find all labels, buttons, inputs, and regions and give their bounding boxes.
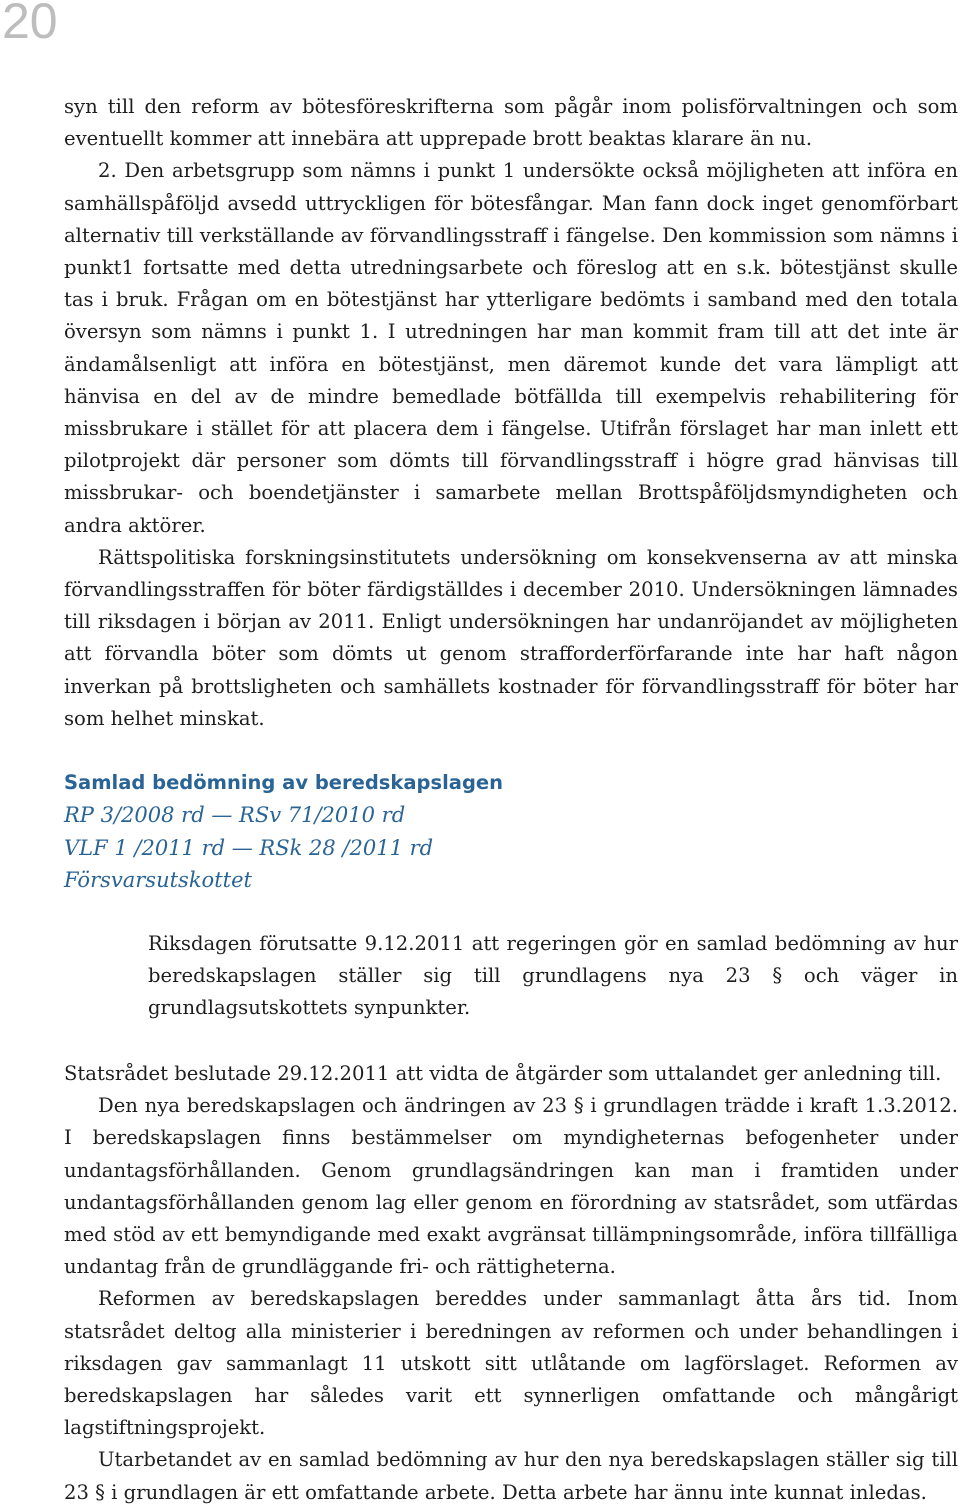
section-reference-2: VLF 1 /2011 rd — RSk 28 /2011 rd (64, 835, 434, 860)
section-heading (64, 767, 944, 897)
paragraph: Rättspolitiska forskningsinstitutets undersökning om konsekvenserna av att minska förvandlingsstraffen för böter färdigställdes i december 2010. Undersökningen lämnades till riksdagen i början av 2011. Enligt undersökningen har undanröjandet av möjligheten att förvandla böter som dömts ut genom strafforderförfarande inte har haft någon inverkan på brottsligheten och samhällets kostnader för förvandlingsstraff för böter har som helhet minskat. (64, 545, 958, 730)
paragraph: 2. Den arbetsgrupp som nämns i punkt 1 undersökte också möjligheten att införa en samhällspåföljd avsedd uttryckligen för bötesfångar. Man fann dock inget genomförbart alternativ till verkställande av förvandlingsstraff i fängelse. Den kommission som nämns i punkt1 fortsatte med detta utredningsarbete och föreslog att en s.k. bötestjänst skulle tas i bruk. Frågan om en bötestjänst har ytterligare bedömts i samband med den totala översyn som nämns i punkt 1. I utredningen har man kommit fram till att det inte är ändamålsenligt att införa en bötestjänst, men däremot kunde det vara lämpligt att hänvisa en del av de mindre bemedlade bötfällda till exempelvis rehabilitering för missbrukare i stället för att placera dem i fängelse. Utifrån förslaget har man inlett ett pilotprojekt där personer som dömts till förvandlingsstraff i högre grad hänvisas till missbrukar- och boendetjänster i samarbete mellan Brottspåföljdsmyndigheten och andra aktörer. (64, 159, 958, 537)
paragraph: syn till den reform av bötesföreskrifterna som pågår inom polisförvaltningen och som eventuellt kommer att innebära att upprepade brott beaktas klarare än nu. (64, 95, 958, 151)
body-text-bottom (64, 1058, 958, 1509)
paragraph: Den nya beredskapslagen och ändringen av 23 § i grundlagen trädde i kraft 1.3.2012. I beredskapslagen finns bestämmelser om myndigheternas befogenheter under undantagsförhållanden. Genom grundlagsändringen kan man i framtiden under undantagsförhållanden genom lag eller genom en förordning av statsrådet, som utfärdas med stöd av ett bemyndigande med exakt avgränsat tillämpningsområde, införa tillfälliga undantag från de grundläggande fri- och rättigheterna. (64, 1094, 958, 1279)
section-reference-1: RP 3/2008 rd — RSv 71/2010 rd (64, 803, 406, 827)
indented-quote (148, 928, 958, 1025)
section-title: Samlad bedömning av beredskapslagen (64, 771, 504, 794)
paragraph: Reformen av beredskapslagen bereddes under sammanlagt åtta års tid. Inom statsrådet deltog alla ministerier i beredningen av reformen och under behandlingen i riksdagen gav sammanlagt 11 utskott sitt utlåtande om lagförslaget. Reformen av beredskapslagen har således varit ett synnerligen omfattande och mångårigt lagstiftningsprojekt. (64, 1287, 958, 1440)
body-text-top (64, 91, 958, 735)
section-committee: Försvarsutskottet (64, 868, 252, 892)
paragraph: Statsrådet beslutade 29.12.2011 att vidta de åtgärder som uttalandet ger anledning till. (64, 1062, 942, 1085)
paragraph: Utarbetandet av en samlad bedömning av hur den nya beredskapslagen ställer sig till 23 § i grundlagen är ett omfattande arbete. Detta arbete har ännu inte kunnat inledas. (64, 1448, 958, 1504)
page-number: 20 (2, 0, 58, 49)
paragraph: Riksdagen förutsatte 9.12.2011 att regeringen gör en samlad bedömning av hur beredskapslagen ställer sig till grundlagens nya 23 § och väger in grundlagsutskottets synpunkter. (148, 932, 958, 1020)
